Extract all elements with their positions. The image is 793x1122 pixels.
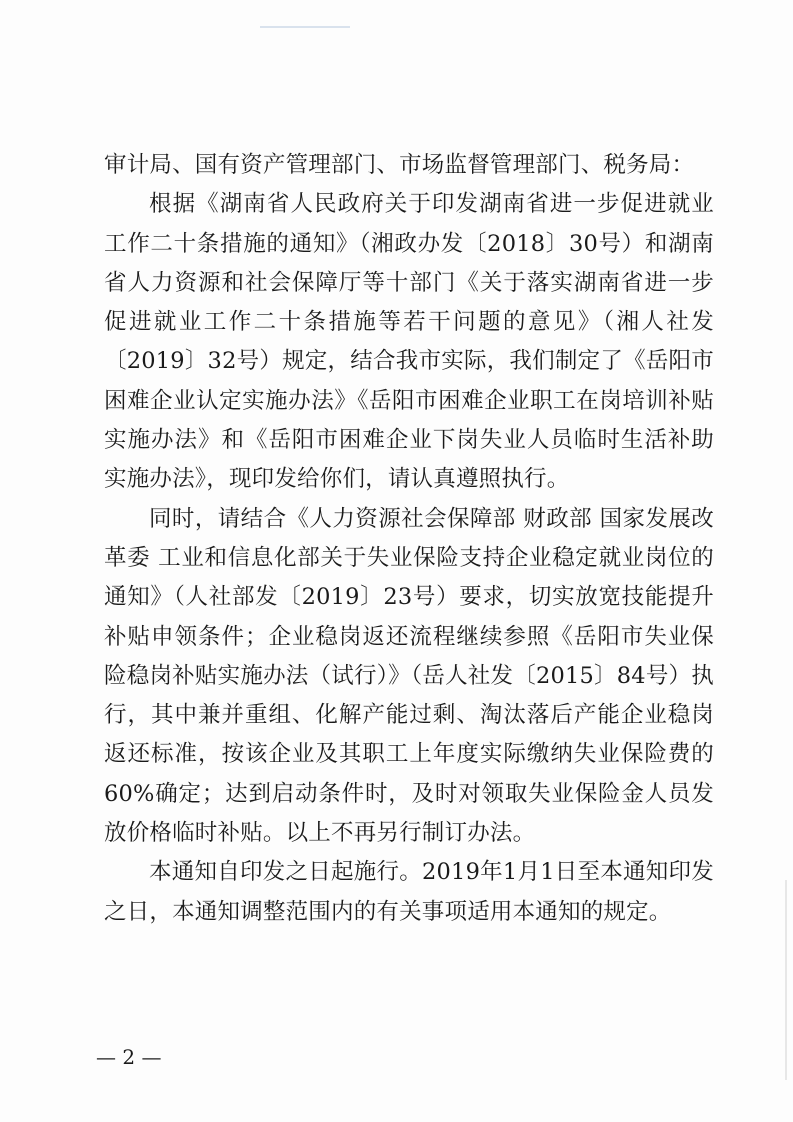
document-body <box>104 146 714 932</box>
page-number: — 2 — <box>96 1045 162 1069</box>
paragraph-requirements: 同时，请结合《人力资源社会保障部 财政部 国家发展改革委 工业和信息化部关于失业保险支持企业稳定就业岗位的通知》（人社部发〔2019〕23号）要求，切实放宽技能提升补贴申领条件；企业稳岗返还流程继续参照《岳阳市失业保险稳岗补贴实施办法（试行）》（岳人社发〔2015〕84号）执行，其中兼并重组、化解产能过剩、淘汰落后产能企业稳岗返还标准，按该企业及其职工上年度实际缴纳失业保险费的60%确定；达到启动条件时，及时对领取失业保险金人员发放价格临时补贴。以上不再另行制订办法。 <box>104 505 714 847</box>
scan-edge-shadow <box>785 880 787 1080</box>
paragraph-recipients: 审计局、国有资产管理部门、市场监督管理部门、税务局： <box>104 152 695 178</box>
paragraph-basis: 根据《湖南省人民政府关于印发湖南省进一步促进就业工作二十条措施的通知》（湘政办发〔2018〕30号）和湖南省人力资源和社会保障厅等十部门《关于落实湖南省进一步促进就业工作二十条措施等若干问题的意见》（湘人社发〔2019〕32号）规定，结合我市实际，我们制定了《岳阳市困难企业认定实施办法》《岳阳市困难企业职工在岗培训补贴实施办法》和《岳阳市困难企业下岗失业人员临时生活补助实施办法》，现印发给你们，请认真遵照执行。 <box>104 191 714 493</box>
paragraph-effective-date: 本通知自印发之日起施行。2019年1月1日至本通知印发之日，本通知调整范围内的有关事项适用本通知的规定。 <box>104 859 714 925</box>
scan-artifact-stripe <box>260 26 350 28</box>
